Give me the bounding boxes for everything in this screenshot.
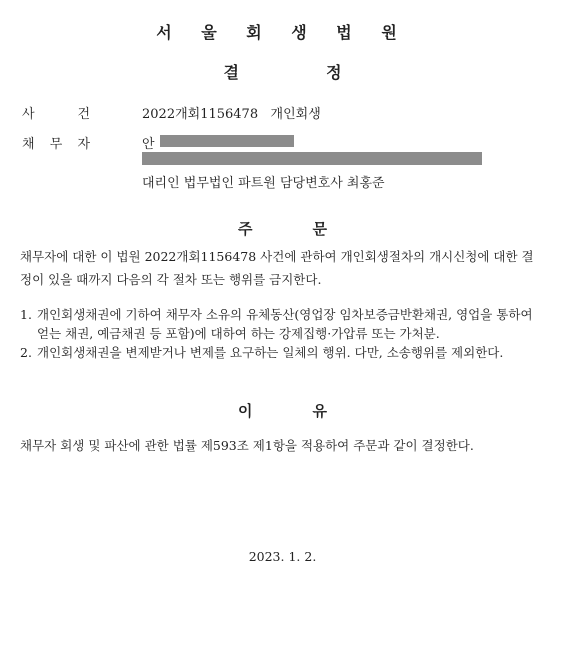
decision-date: 2023. 1. 2.	[248, 549, 317, 564]
document-title-left: 결	[223, 63, 239, 82]
court-name: 서 울 회 생 법 원	[156, 23, 409, 42]
order-item-number: 2.	[20, 345, 32, 360]
debtor-label-char: 자	[77, 137, 90, 152]
order-item	[20, 343, 540, 362]
case-type: 개인회생	[270, 107, 321, 122]
debtor-label-char: 무	[49, 137, 63, 152]
order-item-text: 개인회생채권에 기하여 채무자 소유의 유체동산(영업장 임차보증금반환채권, 영업을 통하여 얻는 채권, 예금채권 등 포함)에 대하여 하는 강제집행·가압류 또는 가처분.	[37, 307, 533, 341]
debtor-representative: 대리인 법무법인 파트원 담당변호사 최홍준	[142, 176, 385, 191]
document-title-right: 정	[326, 63, 342, 82]
debtor-label	[22, 133, 90, 152]
debtor-label-char: 채	[22, 137, 35, 152]
order-item-text: 개인회생채권을 변제받거나 변제를 요구하는 일체의 행위. 다만, 소송행위를 제외한다.	[37, 345, 504, 360]
debtor-name-prefix: 안	[142, 137, 155, 152]
document-title	[0, 60, 565, 83]
order-intro: 채무자에 대한 이 법원 2022개회1156478 사건에 관하여 개인회생절차의 개시신청에 대한 결정이 있을 때까지 다음의 각 절차 또는 행위를 금지한다.	[20, 249, 534, 287]
redacted-name	[160, 135, 294, 147]
reason-section-left: 이	[238, 402, 253, 420]
reason-text: 채무자 회생 및 파산에 관한 법률 제593조 제1항을 적용하여 주문과 같이 결정한다.	[20, 438, 474, 453]
case-value	[142, 103, 321, 122]
order-section-title	[0, 218, 565, 239]
case-label	[22, 103, 90, 122]
reason-section-title	[0, 400, 565, 421]
case-number: 2022개회1156478	[142, 107, 259, 122]
reason-section-right: 유	[312, 402, 327, 420]
order-item-number: 1.	[20, 307, 32, 322]
order-section-left: 주	[238, 220, 253, 238]
case-label-char: 건	[77, 107, 90, 122]
order-section-right: 문	[312, 220, 327, 238]
redacted-address	[142, 152, 482, 165]
order-item	[20, 305, 540, 343]
case-label-char: 사	[22, 107, 35, 122]
